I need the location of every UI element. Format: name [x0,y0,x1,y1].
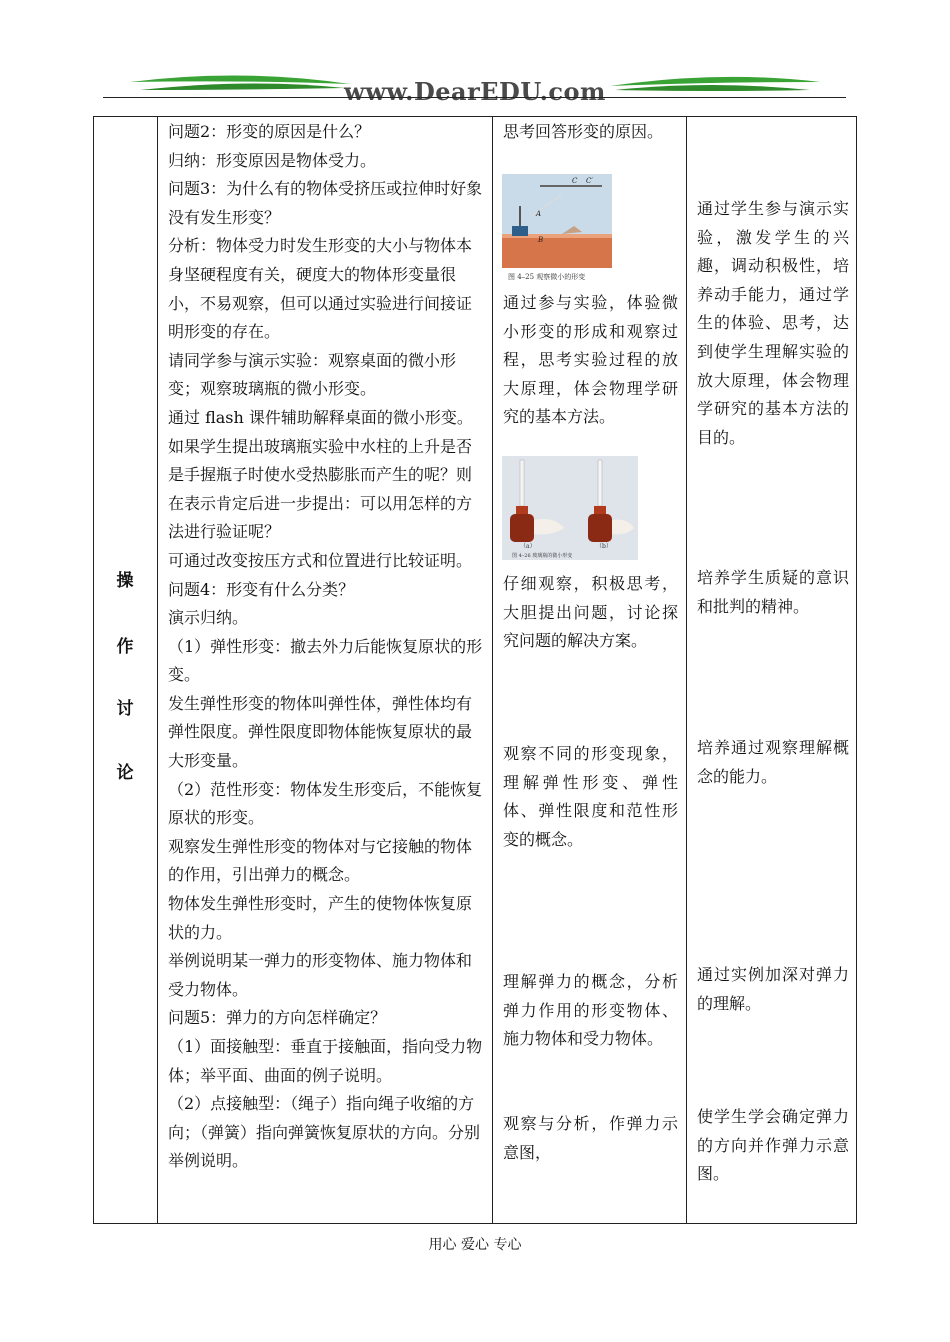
teaching-content [168,118,486,1176]
content-paragraph: 问题4：形变有什么分类？ [168,579,355,599]
content-paragraph: 如果学生提出玻璃瓶实验中水柱的上升是否是手握瓶子时使水受热膨胀而产生的呢？则在表示肯定后进一步提出：可以用怎样的方法进行验证呢？ [168,436,473,542]
student-text: 思考回答形变的原因。 [503,122,664,141]
content-paragraph: 问题3：为什么有的物体受挤压或拉伸时好象没有发生形变？ [168,179,483,227]
content-paragraph: 物体发生弹性形变时，产生的使物体恢复原状的力。 [168,894,473,942]
site-logo[interactable]: www.DearEDU.com [344,77,606,106]
header-divider [103,97,846,98]
content-paragraph: 问题2：形变的原因是什么？ [168,122,371,141]
figure-caption: 图 4–26 玻璃瓶的微小形变 [512,553,573,559]
content-paragraph: 演示归纳。 [168,608,249,628]
column-divider [492,116,493,1224]
design-intent-1 [697,195,849,452]
desk-deformation-figure [502,174,612,284]
intent-text: 培养通过观察理解概念的能力。 [697,738,849,786]
content-paragraph: 问题5：弹力的方向怎样确定？ [168,1008,387,1028]
intent-text: 通过学生参与演示实验，激发学生的兴趣，调动积极性，培养动手能力，通过学生的体验、思考，达到使学生理解实验的放大原理，体会物理学研究的基本方法的目的。 [697,199,849,447]
student-text: 观察与分析，作弹力示意图， [503,1114,678,1162]
content-paragraph: （1）面接触型：垂直于接触面，指向受力物体；举平面、曲面的例子说明。 [168,1037,483,1085]
student-activity-3 [503,570,678,656]
section-label-char: 论 [116,763,134,783]
figure-label: B [538,236,544,244]
student-activity-6 [503,1110,678,1167]
design-intent-4 [697,961,849,1018]
section-label-char: 讨 [116,699,134,719]
student-activity-5 [503,968,678,1054]
student-activity-4 [503,740,678,854]
intent-text: 培养学生质疑的意识和批判的精神。 [697,568,849,616]
content-paragraph: 请同学参与演示实验：观察桌面的微小形变；观察玻璃瓶的微小形变。 [168,350,457,399]
column-divider [157,116,158,1224]
content-paragraph: 归纳：形变原因是物体受力。 [168,150,377,170]
content-paragraph: （2）点接触型：（绳子）指向绳子收缩的方向；（弹簧）指向弹簧恢复原状的方向。分别举例说明。 [168,1094,481,1171]
bottle-deformation-figure [502,456,638,560]
section-label-char: 作 [116,637,134,657]
figure-label: C [572,177,578,185]
design-intent-2 [697,564,849,621]
student-text: 观察不同的形变现象，理解弹性形变、弹性体、弹性限度和范性形变的概念。 [503,744,678,849]
figure-label: （b） [596,543,612,550]
figure-label: C′ [586,177,593,185]
content-paragraph: （2）范性形变：物体发生形变后，不能恢复原状的形变。 [168,779,483,828]
student-activity-2 [503,289,678,432]
content-paragraph: 观察发生弹性形变的物体对与它接触的物体的作用，引出弹力的概念。 [168,836,473,885]
page-footer: 用心 爱心 专心 [428,1237,522,1253]
student-text: 理解弹力的概念，分析弹力作用的形变物体、施力物体和受力物体。 [503,972,678,1049]
intent-text: 使学生学会确定弹力的方向并作弹力示意图。 [697,1107,849,1184]
content-paragraph: （1）弹性形变：撤去外力后能恢复原状的形变。 [168,636,483,685]
figure-desk-deformation [502,174,612,284]
content-paragraph: 分析：物体受力时发生形变的大小与物体本身坚硬程度有关，硬度大的物体形变量很小，不易观察，但可以通过实验进行间接证明形变的存在。 [168,236,473,342]
figure-caption: 图 4–25 观察微小的形变 [508,273,586,281]
column-divider [686,116,687,1224]
content-paragraph: 发生弹性形变的物体叫弹性体，弹性体均有弹性限度。弹性限度即物体能恢复原状的最大形变量。 [168,693,473,771]
content-paragraph: 通过 flash 课件辅助解释桌面的微小形变。 [168,407,473,427]
figure-label: （a） [520,543,536,550]
site-header [100,60,850,110]
student-text: 通过参与实验，体验微小形变的形成和观察过程，思考实验过程的放大原理，体会物理学研究的基本方法。 [503,293,678,427]
figure-label: A [536,210,542,218]
design-intent-3 [697,734,849,791]
intent-text: 通过实例加深对弹力的理解。 [697,965,849,1013]
content-paragraph: 可通过改变按压方式和位置进行比较证明。 [168,550,473,570]
student-text: 仔细观察，积极思考，大胆提出问题，讨论探究问题的解决方案。 [503,574,678,651]
design-intent-5 [697,1103,849,1189]
section-label-char: 操 [116,571,134,591]
student-activity-1 [503,118,678,147]
figure-bottle-deformation [502,456,638,560]
content-paragraph: 举例说明某一弹力的形变物体、施力物体和受力物体。 [168,951,473,999]
